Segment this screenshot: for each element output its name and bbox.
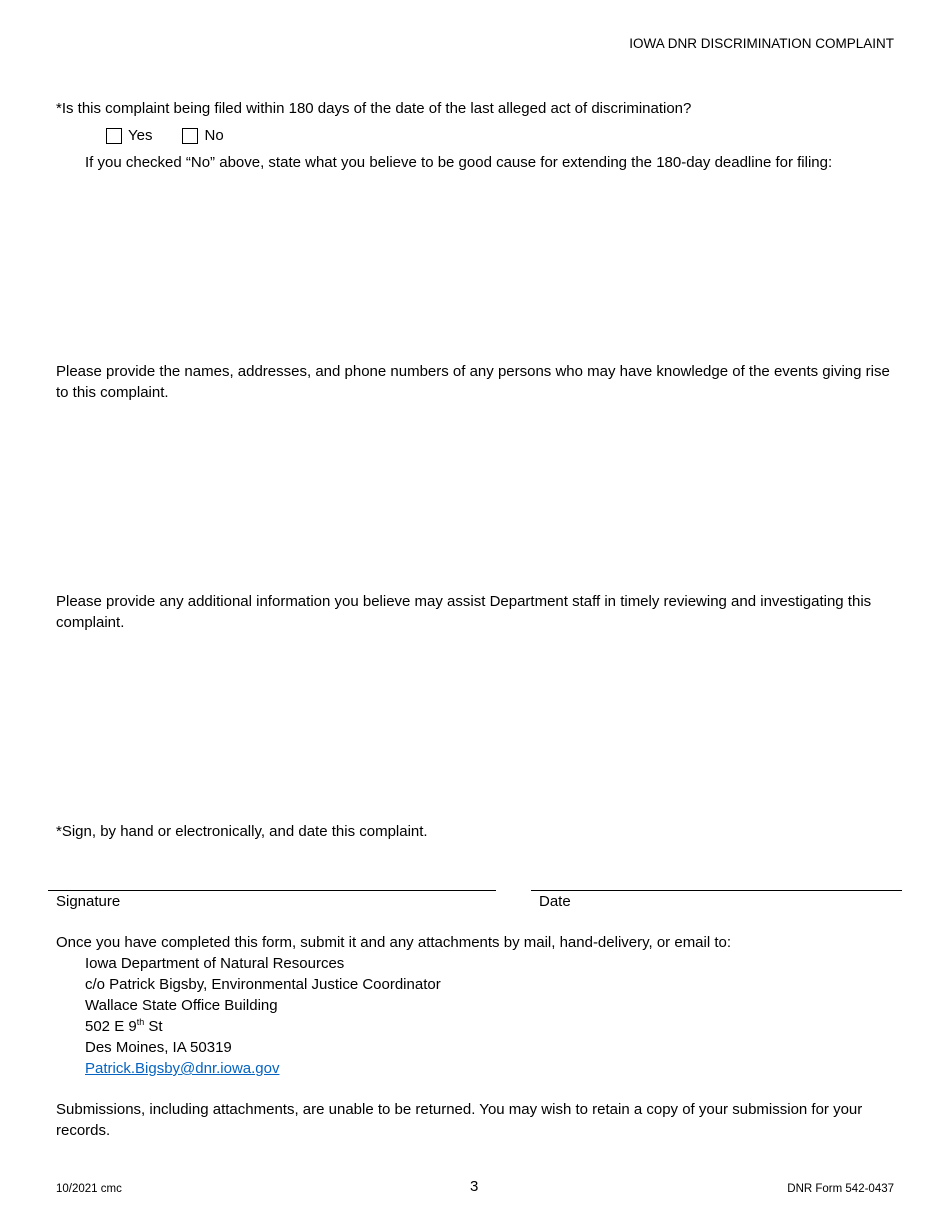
submission-intro: Once you have completed this form, submit it and any attachments by mail, hand-delivery, or email to:	[56, 934, 732, 951]
mailing-address	[85, 953, 441, 1079]
address-line-building: Wallace State Office Building	[85, 997, 278, 1014]
footer-revision: 10/2021 cmc	[56, 1183, 122, 1195]
good-cause-prompt: If you checked “No” above, state what you believe to be good cause for extending the 180-day deadline for filing:	[85, 154, 833, 171]
street-ordinal-suffix: th	[136, 1017, 145, 1027]
address-line-street	[85, 1016, 441, 1037]
sign-instruction: *Sign, by hand or electronically, and date this complaint.	[56, 823, 428, 840]
checkbox-no-label: No	[204, 127, 224, 144]
footer-page-number: 3	[470, 1178, 479, 1195]
return-notice: Submissions, including attachments, are unable to be returned. You may wish to retain a copy of your submission for your records.	[56, 1101, 863, 1139]
question-180-days: *Is this complaint being filed within 180 days of the date of the last alleged act of discrimination?	[56, 100, 692, 117]
signature-label: Signature	[56, 893, 121, 910]
checkbox-yes[interactable]	[106, 128, 122, 144]
street-type: St	[144, 1018, 163, 1035]
witnesses-prompt: Please provide the names, addresses, and phone numbers of any persons who may have knowledge of the events giving rise to this complaint.	[56, 363, 890, 401]
checkbox-yes-label: Yes	[128, 127, 153, 144]
date-label: Date	[539, 893, 571, 910]
address-line-attention: c/o Patrick Bigsby, Environmental Justice Coordinator	[85, 976, 441, 993]
date-line[interactable]	[531, 890, 902, 891]
checkbox-group-180-days	[106, 125, 254, 146]
address-line-city: Des Moines, IA 50319	[85, 1039, 232, 1056]
additional-info-prompt: Please provide any additional information you believe may assist Department staff in timely reviewing and investigating this complaint.	[56, 593, 872, 631]
street-number: 502 E 9	[85, 1018, 137, 1035]
email-link[interactable]: Patrick.Bigsby@dnr.iowa.gov	[85, 1060, 280, 1077]
footer-form-number: DNR Form 542-0437	[787, 1183, 894, 1195]
address-line-organization: Iowa Department of Natural Resources	[85, 955, 345, 972]
checkbox-no[interactable]	[182, 128, 198, 144]
page-header-title: IOWA DNR DISCRIMINATION COMPLAINT	[629, 36, 894, 51]
